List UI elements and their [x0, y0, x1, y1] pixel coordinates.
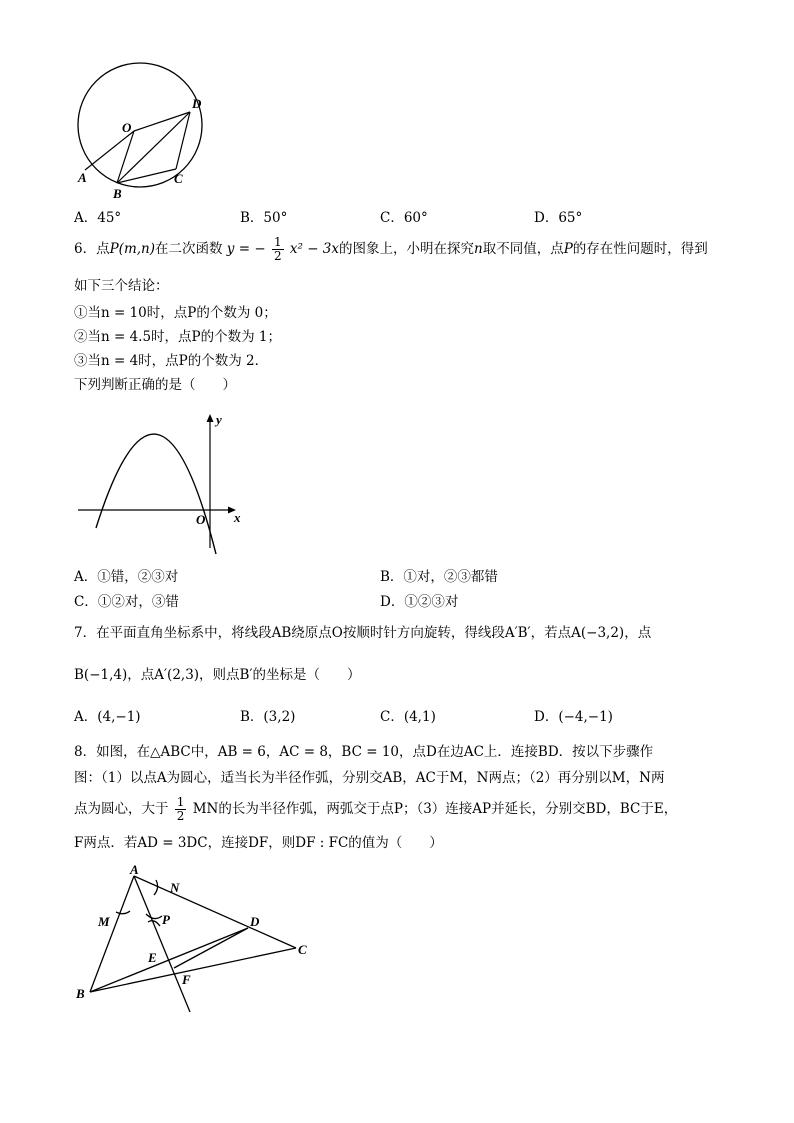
label-d: D	[250, 914, 260, 929]
label-n: N	[170, 880, 180, 895]
label-d: D	[192, 96, 202, 111]
q6-post2: 取不同值，点	[482, 241, 564, 257]
q7-option-b[interactable]: B．(3,2)	[240, 709, 296, 725]
segment-ab	[90, 876, 134, 992]
q5-option-b[interactable]: B．50°	[240, 210, 288, 226]
q8-line1: 8．如图，在△ABC中，AB = 6，AC = 8，BC = 10，点D在边AC上．连接BD．按以下步骤作	[74, 744, 654, 760]
label-o: O	[122, 120, 132, 135]
parabola-curve	[96, 434, 216, 554]
q6-n-var: n	[474, 241, 483, 257]
q8-line4: F两点．若AD = 3DC，连接DF，则DF : FC的值为（ ）	[74, 835, 443, 851]
q6-option-d[interactable]: D．①②③对	[380, 594, 459, 610]
label-y: y	[216, 412, 222, 427]
label-c: C	[174, 171, 183, 186]
circle	[78, 63, 202, 187]
arc-n	[154, 880, 158, 895]
q8-line2: 图：（1）以点A为圆心，适当长为半径作弧，分别交AB，AC于M，N两点；（2）再分别以M，N两	[74, 770, 665, 786]
label-b: B	[76, 986, 85, 1001]
q6-post3: 的存在性问题时，得到	[572, 241, 708, 257]
q8-frac-num: 1	[176, 795, 185, 809]
q6-frac-den: 2	[273, 249, 282, 263]
q8-line3-post: MN的长为半径作弧，两弧交于点P；（3）连接AP并延长，分别交BD，BC于E，	[192, 801, 678, 817]
segment-dc	[176, 112, 190, 169]
q6-post: 的图象上，小明在探究	[339, 241, 474, 257]
label-f: F	[182, 972, 191, 987]
q6-eq-left: y = −	[226, 241, 266, 257]
segment-ac	[134, 876, 296, 948]
q7-option-d[interactable]: D．(−4,−1)	[534, 709, 613, 725]
label-m: M	[98, 914, 110, 929]
q7-line1: 7．在平面直角坐标系中，将线段AB绕原点O按顺时针方向旋转，得线段A′B′，若点A(−3,2)，点	[74, 625, 652, 641]
label-b: B	[113, 186, 122, 201]
segment-bc	[90, 948, 296, 992]
q6-pre: 6．点	[74, 241, 110, 257]
q5-option-d[interactable]: D．65°	[534, 210, 583, 226]
q7-line2: B(−1,4)，点A′(2,3)，则点B′的坐标是（ ）	[74, 667, 361, 683]
ray-ap	[134, 876, 190, 1012]
circle-figure	[70, 60, 210, 205]
segment-df	[174, 928, 248, 968]
q6-conclusion-1: ①当n = 10时，点P的个数为 0；	[74, 305, 277, 321]
q6-question: 下列判断正确的是（ ）	[74, 377, 236, 393]
q5-option-a[interactable]: A．45°	[74, 210, 122, 226]
label-c: C	[298, 942, 307, 957]
label-a: A	[130, 862, 139, 877]
q6-option-c[interactable]: C．①②对，③错	[74, 594, 179, 610]
q8-line3-pre: 点为圆心，大于	[74, 801, 169, 817]
label-a: A	[78, 170, 87, 185]
arc-p1	[146, 914, 162, 919]
q6-eq-right: x² − 3x	[289, 241, 339, 257]
segment-od	[134, 112, 190, 131]
q6-line2: 如下三个结论：	[74, 278, 169, 294]
q8-fraction	[175, 796, 187, 823]
label-e: E	[148, 950, 157, 965]
q6-frac-num: 1	[273, 235, 282, 249]
parabola-figure	[74, 408, 254, 558]
segment-oa	[85, 131, 134, 170]
q6-conclusion-2: ②当n = 4.5时，点P的个数为 1；	[74, 329, 282, 345]
triangle-figure	[70, 862, 330, 1022]
arc-m	[116, 911, 130, 914]
q6-option-b[interactable]: B．①对，②③都错	[380, 569, 498, 585]
q6-p-var: P	[563, 241, 573, 257]
q6-fraction	[272, 236, 284, 263]
label-x: x	[234, 510, 241, 525]
label-o: O	[196, 512, 206, 527]
q6-mid: 在二次函数	[155, 241, 223, 257]
q6-point: P(m,n)	[109, 241, 155, 257]
q6-conclusion-3: ③当n = 4时，点P的个数为 2．	[74, 353, 269, 369]
label-p: P	[162, 912, 170, 927]
y-axis-arrow	[207, 414, 214, 422]
q8-frac-den: 2	[176, 809, 185, 823]
q6-line1	[74, 236, 708, 263]
q5-option-c[interactable]: C．60°	[380, 210, 428, 226]
q6-option-a[interactable]: A．①错，②③对	[74, 569, 179, 585]
q7-option-c[interactable]: C．(4,1)	[380, 709, 436, 725]
q8-line3	[74, 796, 677, 823]
q7-option-a[interactable]: A．(4,−1)	[74, 709, 141, 725]
